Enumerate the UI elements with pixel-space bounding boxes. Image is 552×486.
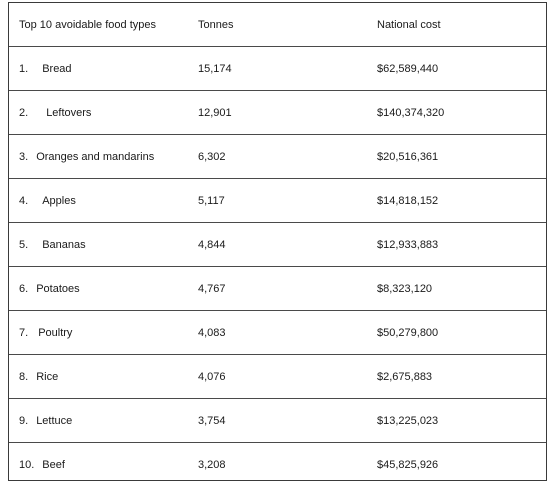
table-row: [9, 267, 546, 311]
food-name: Potatoes: [36, 282, 80, 295]
food-cell: [9, 399, 188, 443]
table-row: [9, 443, 546, 486]
header-row: [9, 3, 546, 47]
cost-cell: $14,818,152: [367, 179, 546, 223]
food-name: Bread: [42, 62, 72, 75]
cost-cell: $8,323,120: [367, 267, 546, 311]
header-national-cost: National cost: [367, 3, 546, 47]
table-row: [9, 47, 546, 91]
cost-cell: $140,374,320: [367, 91, 546, 135]
tonnes-cell: 4,083: [188, 311, 367, 355]
rank-number: 6.: [19, 282, 29, 295]
table-body: [9, 47, 546, 486]
food-name: Apples: [42, 194, 76, 207]
tonnes-cell: 3,754: [188, 399, 367, 443]
food-cell: [9, 223, 188, 267]
food-name: Lettuce: [36, 414, 73, 427]
tonnes-cell: 6,302: [188, 135, 367, 179]
food-cell: [9, 267, 188, 311]
tonnes-cell: 15,174: [188, 47, 367, 91]
table: [9, 3, 546, 486]
table-row: [9, 135, 546, 179]
tonnes-cell: 4,844: [188, 223, 367, 267]
cost-cell: $12,933,883: [367, 223, 546, 267]
tonnes-cell: 12,901: [188, 91, 367, 135]
cost-cell: $2,675,883: [367, 355, 546, 399]
food-name: Poultry: [38, 326, 73, 339]
cost-cell: $13,225,023: [367, 399, 546, 443]
header-food-types: Top 10 avoidable food types: [9, 3, 188, 47]
food-cell: [9, 311, 188, 355]
food-name: Leftovers: [46, 106, 92, 119]
rank-number: 8.: [19, 370, 29, 383]
food-name: Oranges and mandarins: [36, 150, 155, 163]
food-name: Bananas: [42, 238, 86, 251]
tonnes-cell: 4,767: [188, 267, 367, 311]
food-cell: [9, 179, 188, 223]
rank-number: 7.: [19, 326, 29, 339]
table-row: [9, 355, 546, 399]
rank-number: 4.: [19, 194, 29, 207]
header-tonnes: Tonnes: [188, 3, 367, 47]
food-cell: [9, 135, 188, 179]
food-cell: [9, 443, 188, 486]
tonnes-cell: 4,076: [188, 355, 367, 399]
table-row: [9, 223, 546, 267]
cost-cell: $20,516,361: [367, 135, 546, 179]
food-name: Rice: [36, 370, 59, 383]
cost-cell: $50,279,800: [367, 311, 546, 355]
cost-cell: $62,589,440: [367, 47, 546, 91]
food-waste-table: [8, 2, 547, 481]
rank-number: 3.: [19, 150, 29, 163]
rank-number: 5.: [19, 238, 29, 251]
table-row: [9, 179, 546, 223]
food-cell: [9, 91, 188, 135]
rank-number: 9.: [19, 414, 29, 427]
cost-cell: $45,825,926: [377, 458, 439, 471]
rank-number: 2.: [19, 106, 29, 119]
tonnes-cell: 3,208: [198, 458, 226, 471]
tonnes-cell: 5,117: [188, 179, 367, 223]
food-cell: [9, 355, 188, 399]
food-cell: [9, 47, 188, 91]
rank-number: 1.: [19, 62, 29, 75]
table-row: [9, 91, 546, 135]
food-name: Beef: [42, 458, 65, 471]
table-row: [9, 311, 546, 355]
table-row: [9, 399, 546, 443]
rank-number: 10.: [19, 458, 35, 471]
